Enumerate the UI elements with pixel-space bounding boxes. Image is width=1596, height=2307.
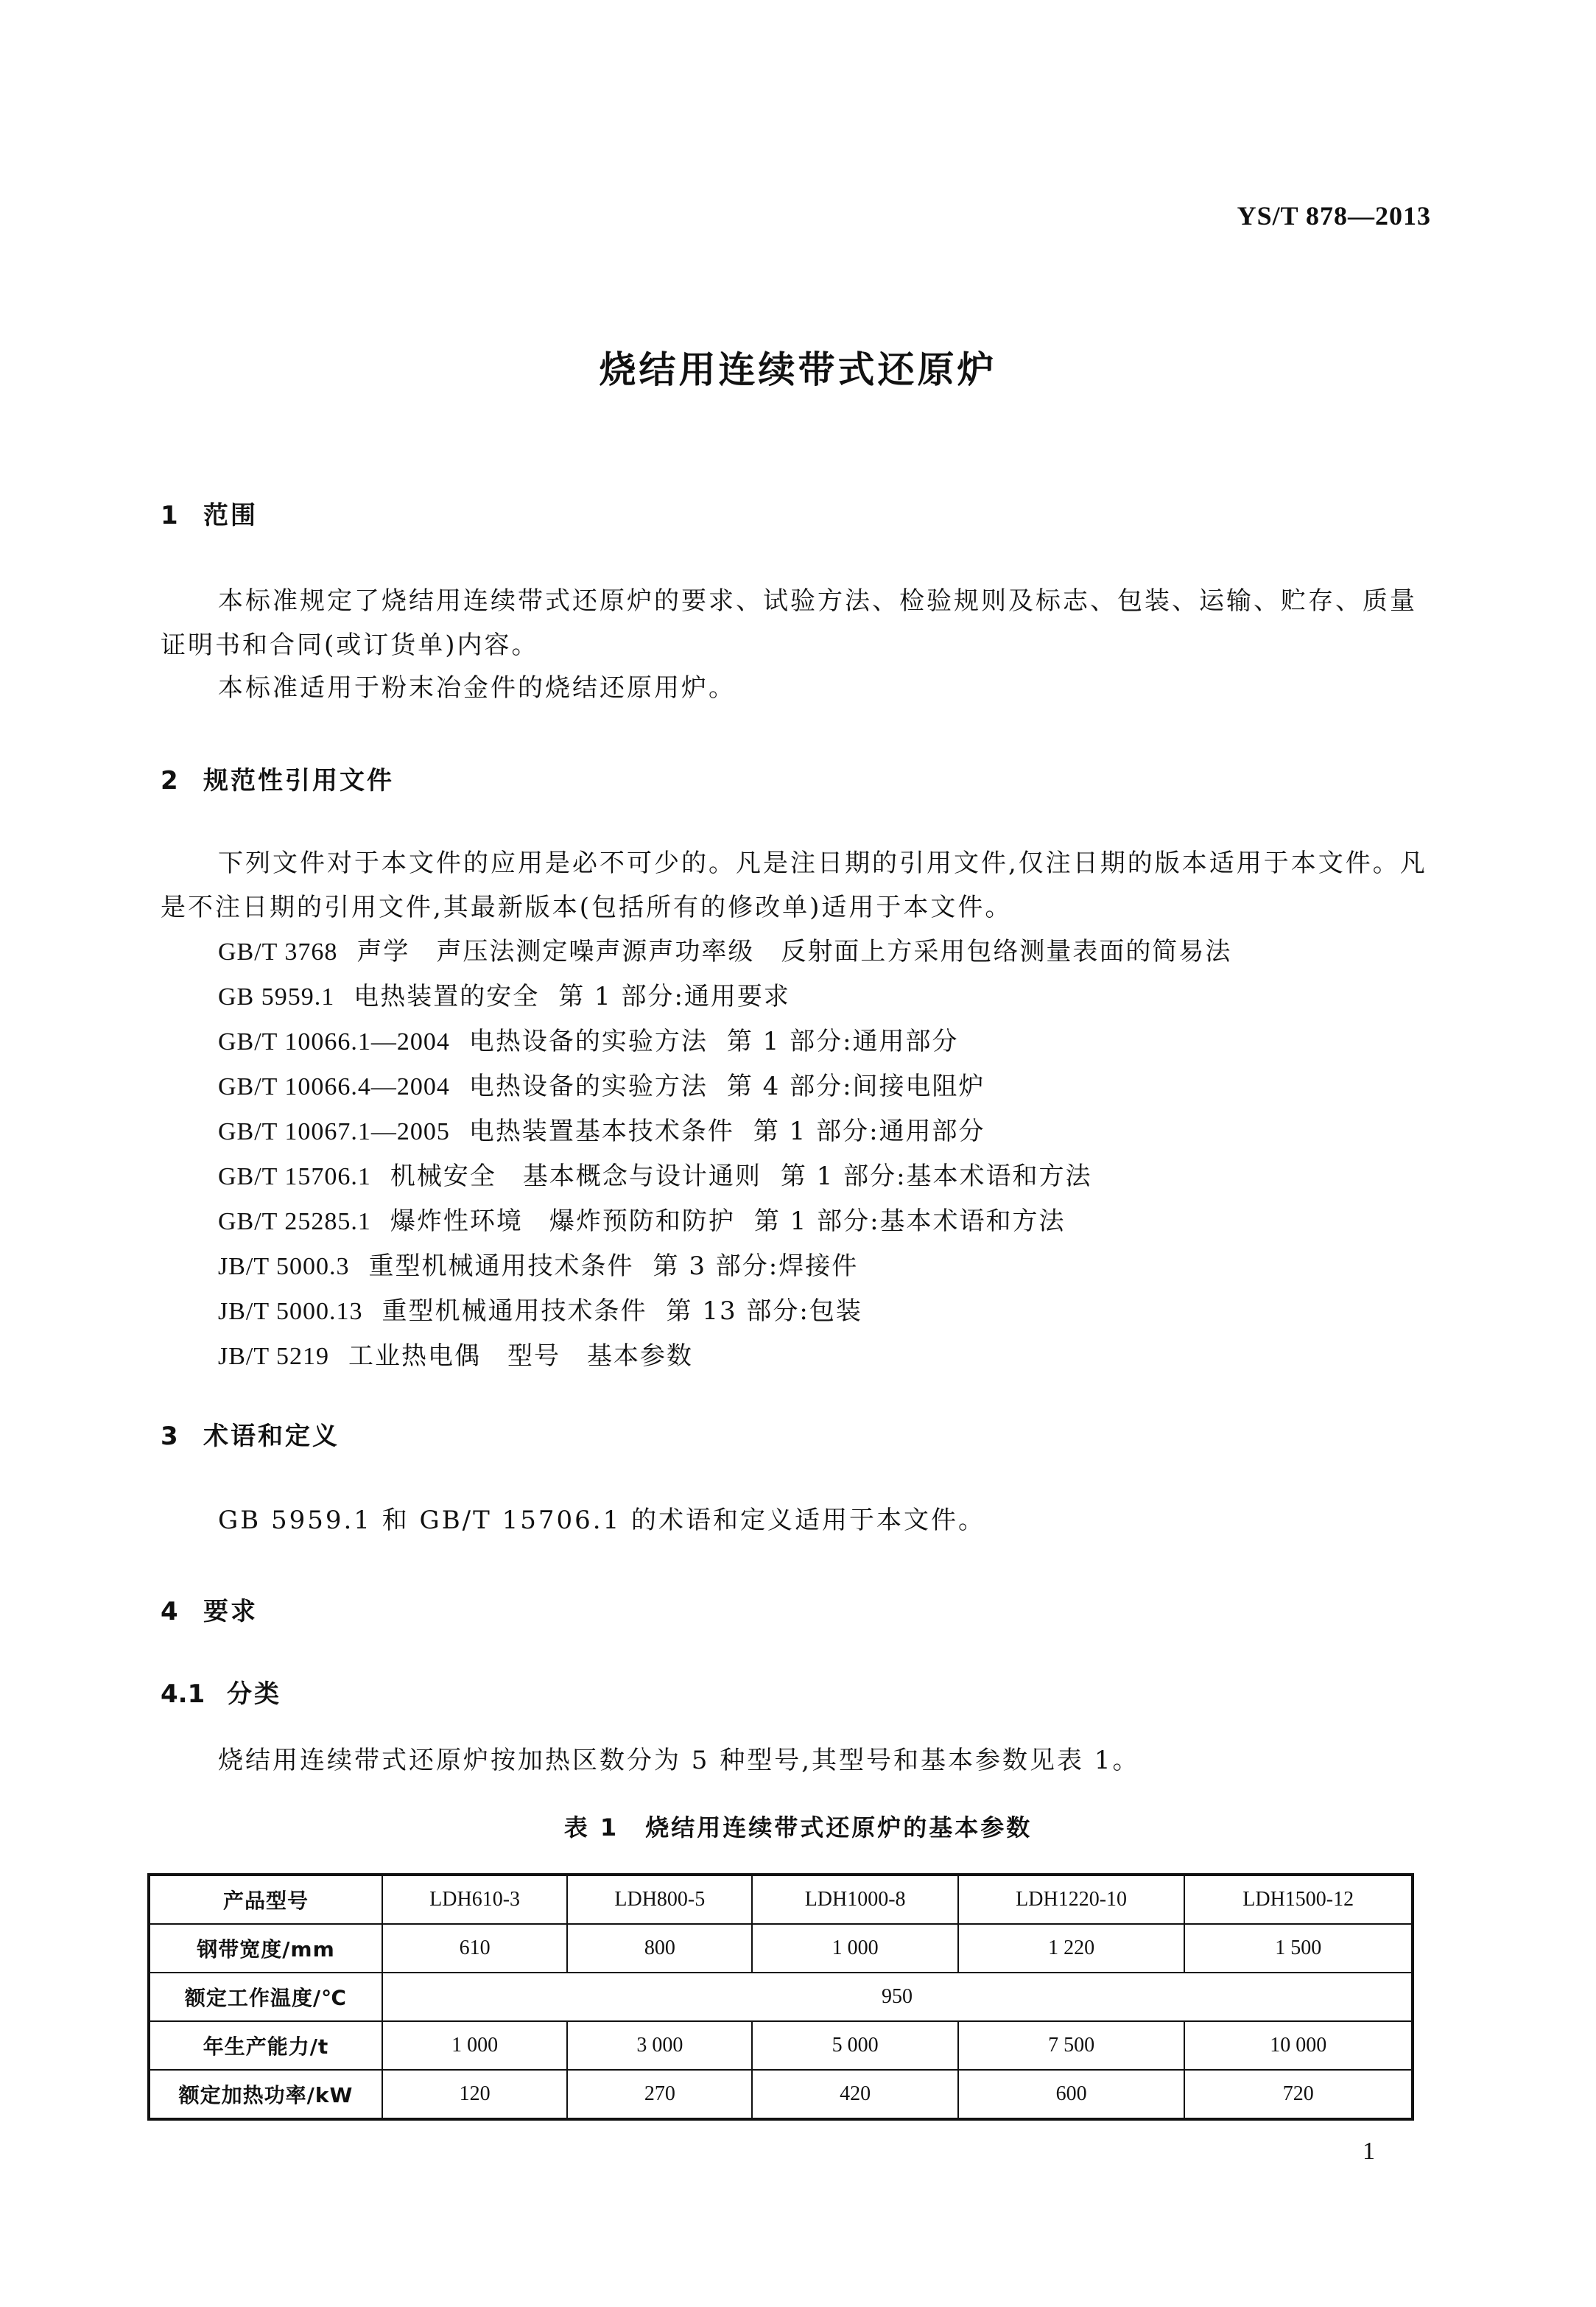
reference-item [218,1064,1231,1109]
model-cell: LDH610-3 [382,1875,567,1924]
basic-parameters-table [147,1873,1414,2121]
section-1-paragraph-2: 本标准适用于粉末冶金件的烧结还原用炉。 [218,673,736,703]
table-cell: 600 [958,2070,1185,2119]
reference-part: 第 1 部分:基本术语和方法 [753,1207,1066,1236]
reference-code: GB/T 10066.1—2004 [218,1028,450,1056]
section-number: 1 [161,501,178,530]
table-row [149,2021,1413,2070]
reference-item [218,1199,1231,1244]
table-cell: 1 220 [958,1924,1185,1973]
table-header-row [149,1875,1413,1924]
reference-part: 第 1 部分:基本术语和方法 [780,1162,1092,1191]
reference-code: GB/T 10066.4—2004 [218,1073,450,1100]
reference-item [218,1244,1231,1289]
merged-table-cell: 950 [382,1973,1413,2021]
reference-part: 第 1 部分:通用要求 [558,982,790,1011]
reference-code: JB/T 5219 [218,1343,330,1370]
table-cell: 3 000 [567,2021,752,2070]
row-label: 额定工作温度/℃ [149,1973,382,2021]
section-3-text: GB 5959.1 和 GB/T 15706.1 的术语和定义适用于本文件。 [218,1506,986,1535]
row-label: 年生产能力/t [149,2021,382,2070]
row-label: 产品型号 [149,1875,382,1924]
table-cell: 1 500 [1184,1924,1413,1973]
section-title: 术语和定义 [203,1422,340,1451]
reference-title: 电热设备的实验方法 [468,1027,708,1056]
section-1-paragraph-1: 本标准规定了烧结用连续带式还原炉的要求、试验方法、检验规则及标志、包装、运输、贮存、质量证明书和合同(或订货单)内容。 [161,586,1417,660]
table-cell: 120 [382,2070,567,2119]
reference-item [218,1154,1231,1199]
reference-title: 工业热电偶 型号 基本参数 [348,1341,694,1371]
reference-title: 电热装置的安全 [354,982,540,1011]
table-caption [0,1809,1596,1843]
reference-code: GB/T 25285.1 [218,1208,371,1235]
reference-title: 重型机械通用技术条件 [368,1251,634,1281]
section-title: 规范性引用文件 [203,766,394,796]
standard-code: YS/T 878—2013 [1237,201,1431,231]
reference-title: 重型机械通用技术条件 [382,1296,647,1326]
reference-code: GB 5959.1 [218,983,335,1011]
reference-code: JB/T 5000.3 [218,1253,350,1280]
section-number: 3 [161,1422,178,1451]
reference-part: 第 3 部分:焊接件 [653,1251,859,1281]
reference-item [218,1289,1231,1334]
reference-item [218,1109,1231,1154]
reference-part: 第 1 部分:通用部分 [753,1117,985,1146]
reference-item [218,1019,1231,1064]
section-title: 分类 [227,1679,281,1709]
row-label: 钢带宽度/mm [149,1924,382,1973]
reference-title: 电热装置基本技术条件 [468,1117,734,1146]
model-cell: LDH800-5 [567,1875,752,1924]
table-cell: 7 500 [958,2021,1185,2070]
reference-item [218,930,1231,975]
table-cell: 420 [752,2070,957,2119]
table-row [149,2070,1413,2119]
normative-references-list [218,930,1231,1379]
section-4-1-heading [161,1674,281,1710]
section-4-1-text: 烧结用连续带式还原炉按加热区数分为 5 种型号,其型号和基本参数见表 1。 [218,1746,1140,1775]
row-label: 额定加热功率/kW [149,2070,382,2119]
table-cell: 720 [1184,2070,1413,2119]
table-cell: 1 000 [382,2021,567,2070]
reference-item [218,1334,1231,1379]
model-cell: LDH1220-10 [958,1875,1185,1924]
reference-part: 第 4 部分:间接电阻炉 [726,1072,985,1101]
section-title: 要求 [203,1597,258,1626]
model-cell: LDH1000-8 [752,1875,957,1924]
reference-code: GB/T 10067.1—2005 [218,1118,450,1145]
table-cell: 5 000 [752,2021,957,2070]
table-cell: 10 000 [1184,2021,1413,2070]
table-cell: 1 000 [752,1924,957,1973]
section-1-heading [161,495,258,531]
page-number: 1 [1363,2138,1375,2165]
reference-part: 第 13 部分:包装 [666,1296,862,1326]
section-title: 范围 [203,501,258,530]
reference-title: 声学 声压法测定噪声源声功率级 反射面上方采用包络测量表面的简易法 [356,937,1232,966]
section-number: 4 [161,1597,178,1626]
section-2-intro: 下列文件对于本文件的应用是必不可少的。凡是注日期的引用文件,仅注日期的版本适用于本文件。凡是不注日期的引用文件,其最新版本(包括所有的修改单)适用于本文件。 [161,849,1427,922]
reference-title: 机械安全 基本概念与设计通则 [390,1162,762,1191]
document-title: 烧结用连续带式还原炉 [599,348,997,391]
table-row [149,1924,1413,1973]
table-cell: 270 [567,2070,752,2119]
table-row [149,1973,1413,2021]
section-4-heading [161,1591,258,1627]
section-number: 4.1 [161,1679,205,1709]
section-number: 2 [161,766,178,796]
reference-code: JB/T 5000.13 [218,1298,363,1325]
section-3-heading [161,1416,340,1452]
section-2-heading [161,760,394,796]
table-cell: 800 [567,1924,752,1973]
table-title: 烧结用连续带式还原炉的基本参数 [645,1813,1033,1841]
reference-part: 第 1 部分:通用部分 [726,1027,959,1056]
model-cell: LDH1500-12 [1184,1875,1413,1924]
table-number: 表 1 [563,1813,619,1841]
table-cell: 610 [382,1924,567,1973]
reference-title: 电热设备的实验方法 [468,1072,708,1101]
reference-title: 爆炸性环境 爆炸预防和防护 [390,1207,735,1236]
reference-code: GB/T 15706.1 [218,1163,371,1190]
reference-code: GB/T 3768 [218,938,338,966]
reference-item [218,975,1231,1019]
